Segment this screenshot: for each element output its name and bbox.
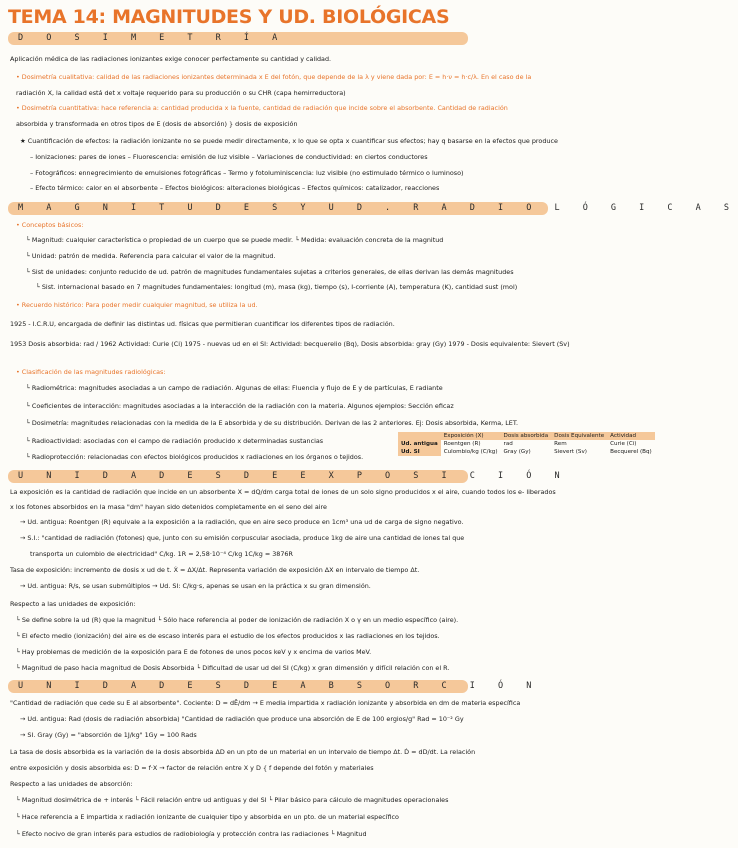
text-line: ★ Cuantificación de efectos: la radiación ionizante no se puede medir directamente, x lo que se opta x cuantificar sus efectos; hay q basarse en la efectos que produce xyxy=(20,137,558,145)
text-line: • Clasificación de las magnitudes radiológicas: xyxy=(16,368,166,376)
table-cell: Roentgen (R) xyxy=(443,441,481,447)
text-line: transporta un culombio de electricidad" C/kg. 1R = 2,58·10⁻⁴ C/kg 1C/kg = 3876R xyxy=(30,550,293,558)
units-table xyxy=(398,432,655,456)
text-line: └ Unidad: patrón de medida. Referencia para calcular el valor de la magnitud. xyxy=(26,252,276,260)
table-row xyxy=(398,448,655,456)
text-line: 1953 Dosis absorbida: rad / 1962 Actividad: Curie (Ci) 1975 - nuevas ud en el SI: Actividad: becquerelio (Bq), Dosis absorbida: gray (Gy) 1979 - Dosis equivalente: Sievert (Sv) xyxy=(10,340,570,348)
text-line: └ Radiométrica: magnitudes asociadas a un campo de radiación. Algunas de ellas: Fluencia y flujo de E y de partículas, E radiante xyxy=(26,384,443,392)
text-line: └ Magnitud dosimétrica de + interés └ Fácil relación entre ud antiguas y del SI └ Pilar básico para cálculo de magnitudes operacionales xyxy=(16,796,449,804)
text-line: La tasa de dosis absorbida es la variación de la dosis absorbida ΔD en un pto de un material en un intervalo de tiempo Δt. Ḋ = dD/dt. La relación xyxy=(10,748,476,756)
text-line: → Ud. antigua: Roentgen (R) equivale a la exposición a la radiación, que en aire seco produce en 1cm³ una ud de carga de signo negativo. xyxy=(20,518,464,526)
table-header: Dosis Equivalente xyxy=(551,432,607,440)
text-line: └ Se define sobre la ud (R) que la magnitud └ Sólo hace referencia al poder de ionización de radiación X o γ en un medio específico (aire). xyxy=(16,616,459,624)
text-line: – Efecto térmico: calor en el absorbente – Efectos biológicos: alteraciones biológicas – Efectos químicos: catalizador, reacciones xyxy=(30,184,440,192)
text-line: • Dosimetría cuantitativa: hace referencia a: cantidad producida x la fuente, cantidad de radiación que incide sobre el absorbente. Cantidad de radiación xyxy=(16,104,508,112)
table-cell: Rem xyxy=(554,441,567,447)
section-magnitudes: M A G N I T U D E S Y U D . R A D I O L Ó G I C A S xyxy=(8,202,548,215)
table-cell: Becquerel (Bq) xyxy=(610,449,652,455)
text-line: └ Sist de unidades: conjunto reducido de ud. patrón de magnitudes fundamentales sujetas a criterios generales, de ellas derivan las demás magnitudes xyxy=(26,268,514,276)
text-line: → SI. Gray (Gy) = "absorción de 1J/kg" 1Gy = 100 Rads xyxy=(20,731,197,739)
text-line: └ Sist. internacional basado en 7 magnitudes fundamentales: longitud (m), masa (kg), tiempo (s), I-corriente (A), temperatura (K), cantidad sust (mol) xyxy=(36,283,518,291)
page-title: TEMA 14: MAGNITUDES Y UD. BIOLÓGICAS xyxy=(8,6,450,28)
table-cell: Ud. antigua xyxy=(398,440,441,448)
text-line: • Conceptos básicos: xyxy=(16,221,84,229)
text-line: • Recuerdo histórico: Para poder medir cualquier magnitud, se utiliza la ud. xyxy=(16,301,258,309)
table-cell: rad xyxy=(503,441,513,447)
table-header: Dosis absorbida xyxy=(501,432,552,440)
text-line: → Ud. antigua: Rad (dosis de radiación absorbida) "Cantidad de radiación que produce una absorción de E de 100 ergios/g" Rad = 10⁻² Gy xyxy=(20,715,464,723)
text-line: └ Hay problemas de medición de la exposición para E de fotones de unos pocos keV y x encima de varios MeV. xyxy=(16,648,372,656)
text-line: └ Dosimetría: magnitudes relacionadas con la medida de la E absorbida y de su distribución. Derivan de las 2 anteriores. Ej: Dosis absorbida, Kerma, LET. xyxy=(26,419,518,427)
text-line: – Fotográficos: ennegrecimiento de emulsiones fotográficas – Termo y fotoluminiscencia: luz visible (no estimulado térmico o luminoso) xyxy=(30,169,464,177)
text-line: absorbida y transformada en otros tipos de E (dosis de absorción) } dosis de exposición xyxy=(16,120,298,128)
text-line: Respecto a las unidades de exposición: xyxy=(10,600,136,608)
text-line: └ Coeficientes de interacción: magnitudes asociadas a la interacción de la radiación con la materia. Algunos ejemplos: Sección eficaz xyxy=(26,402,454,410)
text-line: └ Radioprotección: relacionadas con efectos biológicos producidos x radiaciones en los órganos o tejidos. xyxy=(26,453,364,461)
text-line: → S.I.: "cantidad de radiación (fotones) que, junto con su emisión corpuscular asociada, produce 1kg de aire una cantidad de iones tal que xyxy=(20,534,465,542)
text-line: Tasa de exposición: incremento de dosis x ud de t. Ẋ = ΔX/Δt. Representa variación de exposición ΔX en intervalo de tiempo Δt. xyxy=(10,566,420,574)
table-cell: Gray (Gy) xyxy=(503,449,531,455)
text-line: • Dosimetría cualitativa: calidad de las radiaciones ionizantes determinada x E del fotón, que depende de la λ y viene dada por: E = h·ν = h·c/λ. En el caso de la xyxy=(16,73,532,81)
table-cell: Culombio/kg (C/kg) xyxy=(443,449,498,455)
table-header: Exposición (X) xyxy=(441,432,501,440)
text-line: Respecto a las unidades de absorción: xyxy=(10,780,133,788)
text-line: └ Efecto nocivo de gran interés para estudios de radiobiología y protección contra las radiaciones └ Magnitud xyxy=(16,830,367,838)
text-line: └ Hace referencia a E impartida x radiación ionizante de cualquier tipo y absorbida en un pto. de un material específico xyxy=(16,813,399,821)
text-line: entre exposición y dosis absorbida es: D = f·X → factor de relación entre X y D { f depende del fotón y materiales xyxy=(10,764,374,772)
section-exposicion: U N I D A D E S D E E X P O S I C I Ó N xyxy=(8,470,468,483)
section-absorcion: U N I D A D E S D E A B S O R C I Ó N xyxy=(8,680,468,693)
table-cell: Curie (Ci) xyxy=(610,441,637,447)
text-line: └ El efecto medio (ionización) del aire es de escaso interés para el estudio de los efectos producidos x las radiaciones en los tejidos. xyxy=(16,632,440,640)
table-cell: Sievert (Sv) xyxy=(554,449,587,455)
table-header xyxy=(398,432,441,440)
table-header: Actividad xyxy=(607,432,655,440)
text-line: x los fotones absorbidos en la masa "dm" hayan sido detenidos completamente en el seno del aire xyxy=(10,503,327,511)
text-line: "Cantidad de radiación que cede su E al absorbente". Cociente: D = dĒ/dm → E media impartida x radiación ionizante y absorbida en dm de materia específica xyxy=(10,699,521,707)
table-row xyxy=(398,440,655,448)
text-line: radiación X, la calidad está det x voltaje requerido para su producción o su CHR (capa hemirreductora) xyxy=(16,89,346,97)
text-line: – Ionizaciones: pares de iones – Fluorescencia: emisión de luz visible – Variaciones de conductividad: en ciertos conductores xyxy=(30,153,428,161)
table-cell: Ud. SI xyxy=(398,448,441,456)
text-line: └ Radioactividad: asociadas con el campo de radiación producido x determinadas sustancias xyxy=(26,437,324,445)
text-line: → Ud. antigua: R/s, se usan submúltiplos → Ud. SI: C/kg·s, apenas se usan en la práctica x su gran dimensión. xyxy=(20,582,371,590)
text-line: Aplicación médica de las radiaciones ionizantes exige conocer perfectamente su cantidad y calidad. xyxy=(10,55,332,63)
section-dosimetria: D O S I M E T R Í A xyxy=(8,32,468,45)
text-line: └ Magnitud de paso hacia magnitud de Dosis Absorbida └ Dificultad de usar ud del SI (C/kg) x gran dimensión y difícil relación con el R. xyxy=(16,664,450,672)
text-line: La exposición es la cantidad de radiación que incide en un absorbente X = dQ/dm carga total de iones de un solo signo producidos x el aire, cuando todos los e- liberados xyxy=(10,488,556,496)
text-line: 1925 - I.C.R.U, encargada de definir las distintas ud. físicas que permitieran cuantificar los diferentes tipos de radiación. xyxy=(10,320,395,328)
text-line: └ Magnitud: cualquier característica o propiedad de un cuerpo que se puede medir. └ Medida: evaluación concreta de la magnitud xyxy=(26,236,444,244)
